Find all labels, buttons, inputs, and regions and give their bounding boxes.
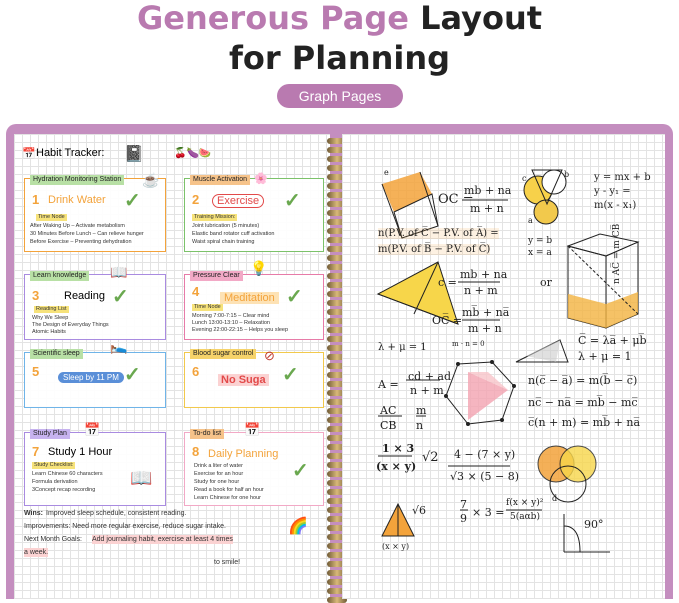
f-1x3: 1 × 3 [382, 442, 415, 455]
muscle-item-3: Waist spiral chain training [192, 239, 255, 245]
c-eq: c = [438, 276, 457, 289]
todo-check: ✓ [292, 460, 309, 482]
a-num: cd + ad [408, 370, 452, 383]
title-accent: Generous Page [136, 0, 409, 37]
hydration-check: ✓ [124, 190, 141, 212]
oc-num: mb + na [464, 184, 512, 197]
sleep-number: 5 [32, 364, 40, 379]
wins-label: Wins: [24, 510, 43, 517]
oc2-eq: OC̅ = [432, 314, 463, 327]
muscle-sub: Training Mission: [194, 214, 236, 220]
nac-eq: n AC̅ = m CB̅ [612, 223, 622, 284]
learn-number: 3 [32, 288, 40, 303]
todo-item-2: Exercise for an hour [194, 471, 244, 477]
notebook-icon: 📓 [124, 146, 144, 163]
oc2-num: mb̅ + na̅ [462, 306, 510, 319]
a-den: n + m [410, 384, 444, 397]
footer-smile: to smile! [214, 559, 241, 566]
open-book-icon: 📖 [130, 468, 153, 488]
label-e: e [384, 168, 389, 177]
pressure-item-1: Morning 7:00-7:15 – Clear mind [192, 313, 270, 319]
todo-item-1: Drink a liter of water [194, 463, 243, 469]
ac-num: AC [380, 404, 397, 417]
f-7: 7 [460, 498, 467, 511]
hydration-label: Hydration Monitoring Station [30, 175, 124, 185]
book-icon: 📖 [110, 264, 128, 280]
study-number: 7 [32, 444, 40, 459]
todo-item-4: Read a book for half an hour [194, 487, 264, 493]
c-den: n + m [464, 284, 498, 297]
sleep-label: Scientific sleep [30, 349, 83, 359]
fruit-icon: 🍒🍆🍉 [174, 148, 212, 159]
sugar-number: 6 [192, 364, 200, 379]
todo-item-3: Study for one hour [194, 479, 240, 485]
cb-den: CB [380, 419, 397, 432]
lambda-mu-1: λ + μ = 1 [378, 342, 427, 353]
study-item-2: Formula derivation [32, 479, 78, 485]
muscle-main: Exercise [212, 194, 264, 208]
muscle-item-1: Joint lubrication (5 minutes) [192, 223, 260, 229]
muscle-check: ✓ [284, 190, 301, 212]
or-text: or [540, 276, 552, 289]
wins-text: Improved sleep schedule, consistent reading. [46, 510, 187, 517]
pressure-item-2: Lunch 13:00-13:10 – Relaxation [192, 320, 270, 326]
f-4-7y: 4 − (7 × y) [454, 448, 516, 461]
pressure-check: ✓ [286, 286, 303, 308]
sleep-main: Sleep by 11 PM [58, 372, 124, 383]
f-root-num: f(x × y)² [506, 498, 544, 508]
muscle-number: 2 [192, 192, 200, 207]
hydration-sub: Time Node [38, 214, 65, 220]
label-d: d [552, 494, 558, 503]
hydration-main: Drink Water [48, 194, 106, 206]
learn-item-2: The Design of Everyday Things [32, 322, 109, 328]
sugar-label: Blood sugar control [190, 349, 256, 359]
next-goals-text: Add journaling habit, exercise at least 4 times [92, 536, 233, 543]
line-eq-2: y - y₁ = [594, 186, 631, 197]
pv-eq-2: m(P.V. of B̅ − P.V. of C̅) [378, 244, 491, 255]
hydration-item-2: 30 Minutes Before Lunch – Can relieve hunger [30, 231, 144, 237]
tracker-title: Habit Tracker: [36, 147, 105, 159]
todo-calendar-icon: 📅 [244, 422, 261, 437]
left-page [14, 134, 330, 599]
mn-zero: m · n = 0 [452, 340, 485, 348]
x-eq-a: x = a [528, 248, 552, 258]
f-root-den: 5(aαb) [510, 512, 540, 522]
line-eq-1: y = mx + b [594, 172, 651, 183]
cnm-eq: c̅(n + m) = mb̅ + na̅ [528, 416, 641, 429]
oc-den: m + n [470, 202, 504, 215]
a-eq: A = [378, 378, 399, 391]
study-main: Study 1 Hour [48, 446, 113, 458]
oc-eq: OC = [438, 192, 474, 207]
lightbulb-icon: 💡 [250, 260, 268, 276]
f-sqrt3: √3 × (5 − 8) [450, 470, 520, 483]
label-a: a [528, 216, 533, 225]
mn-frac-den: n [416, 419, 424, 432]
sugar-main: No Suga [218, 374, 269, 386]
flower-icon: 🌸 [254, 173, 268, 185]
c-lambda: C̅ = λa̅ + μb̅ [578, 334, 647, 347]
f-x3: × 3 = [472, 506, 505, 519]
label-b: b [564, 170, 570, 179]
pressure-main: Meditation [220, 292, 279, 304]
learn-item-1: Why We Sleep [32, 315, 69, 321]
study-item-3: 3Concept recap recording [32, 487, 96, 493]
y-eq-b: y = b [528, 236, 553, 246]
f-xy-2: (x × y) [382, 542, 410, 551]
learn-label: Learn knowledge [30, 271, 89, 281]
pressure-sub: Time Node [194, 304, 221, 310]
title-line-1 [0, 0, 679, 36]
pressure-item-3: Evening 22:00-22:15 – Helps you sleep [192, 327, 289, 333]
label-c: c [522, 174, 527, 183]
next-goals-label: Next Month Goals: [24, 536, 82, 543]
no-sugar-icon: ⊘ [264, 348, 275, 363]
todo-number: 8 [192, 444, 200, 459]
todo-item-5: Learn Chinese for one hour [194, 495, 261, 501]
rainbow-icon: 🌈 [288, 518, 308, 535]
ncna-eq: nc̅ − na̅ = mb̅ − mc̅ [528, 396, 638, 409]
oc2-den: m + n [468, 322, 502, 335]
study-sub: Study Checklist: [34, 462, 74, 468]
right-page [342, 134, 665, 599]
pressure-label: Pressure Clear [190, 271, 243, 281]
learn-item-3: Atomic Habits [32, 329, 66, 335]
calendar-icon: 📅 [22, 148, 36, 160]
pv-eq-1: n(P.V. of C̅ − P.V. of A̅) = [378, 228, 499, 239]
lambda-mu-2: λ + μ = 1 [578, 350, 632, 363]
hydration-item-1: After Waking Up – Activate metabolism [30, 223, 125, 229]
next-goals-text-2: a week. [24, 549, 49, 556]
hydration-number: 1 [32, 192, 40, 207]
learn-check: ✓ [112, 286, 129, 308]
c-num: mb + na [460, 268, 508, 281]
sugar-check: ✓ [282, 364, 299, 386]
learn-sub: Reading List [36, 306, 67, 312]
sleep-check: ✓ [124, 364, 141, 386]
muscle-label: Muscle Activation [190, 175, 250, 185]
pressure-number: 4 [192, 284, 200, 299]
todo-label: To-do list [190, 429, 224, 439]
study-item-1: Learn Chinese 60 characters [32, 471, 103, 477]
ncma-eq: n(c̅ − a̅) = m(b̅ − c̅) [528, 374, 638, 387]
f-sqrt6: √6 [412, 504, 427, 517]
todo-main: Daily Planning [208, 448, 279, 460]
graph-pages-badge: Graph Pages [277, 84, 403, 108]
bed-icon: 🛌 [110, 338, 128, 354]
mn-frac-num: m [416, 404, 427, 417]
title-rest: Layout [408, 0, 543, 37]
f-xy: (x × y) [376, 460, 417, 473]
study-label: Study Plan [30, 429, 70, 439]
cup-icon: ☕ [142, 172, 160, 188]
hydration-item-3: Before Exercise – Preventing dehydration [30, 239, 132, 245]
deg-90: 90° [584, 518, 604, 531]
learn-main: Reading [64, 290, 105, 302]
f-sqrt2: √2 [422, 450, 439, 465]
improvements-text: Improvements: Need more regular exercise, reduce sugar intake. [24, 523, 226, 530]
f-9: 9 [460, 512, 467, 525]
study-calendar-icon: 📅 [84, 422, 101, 437]
line-eq-3: m(x - x₁) [594, 200, 637, 211]
title-line-2: for Planning [228, 39, 451, 77]
muscle-item-2: Elastic band rotator cuff activation [192, 231, 275, 237]
